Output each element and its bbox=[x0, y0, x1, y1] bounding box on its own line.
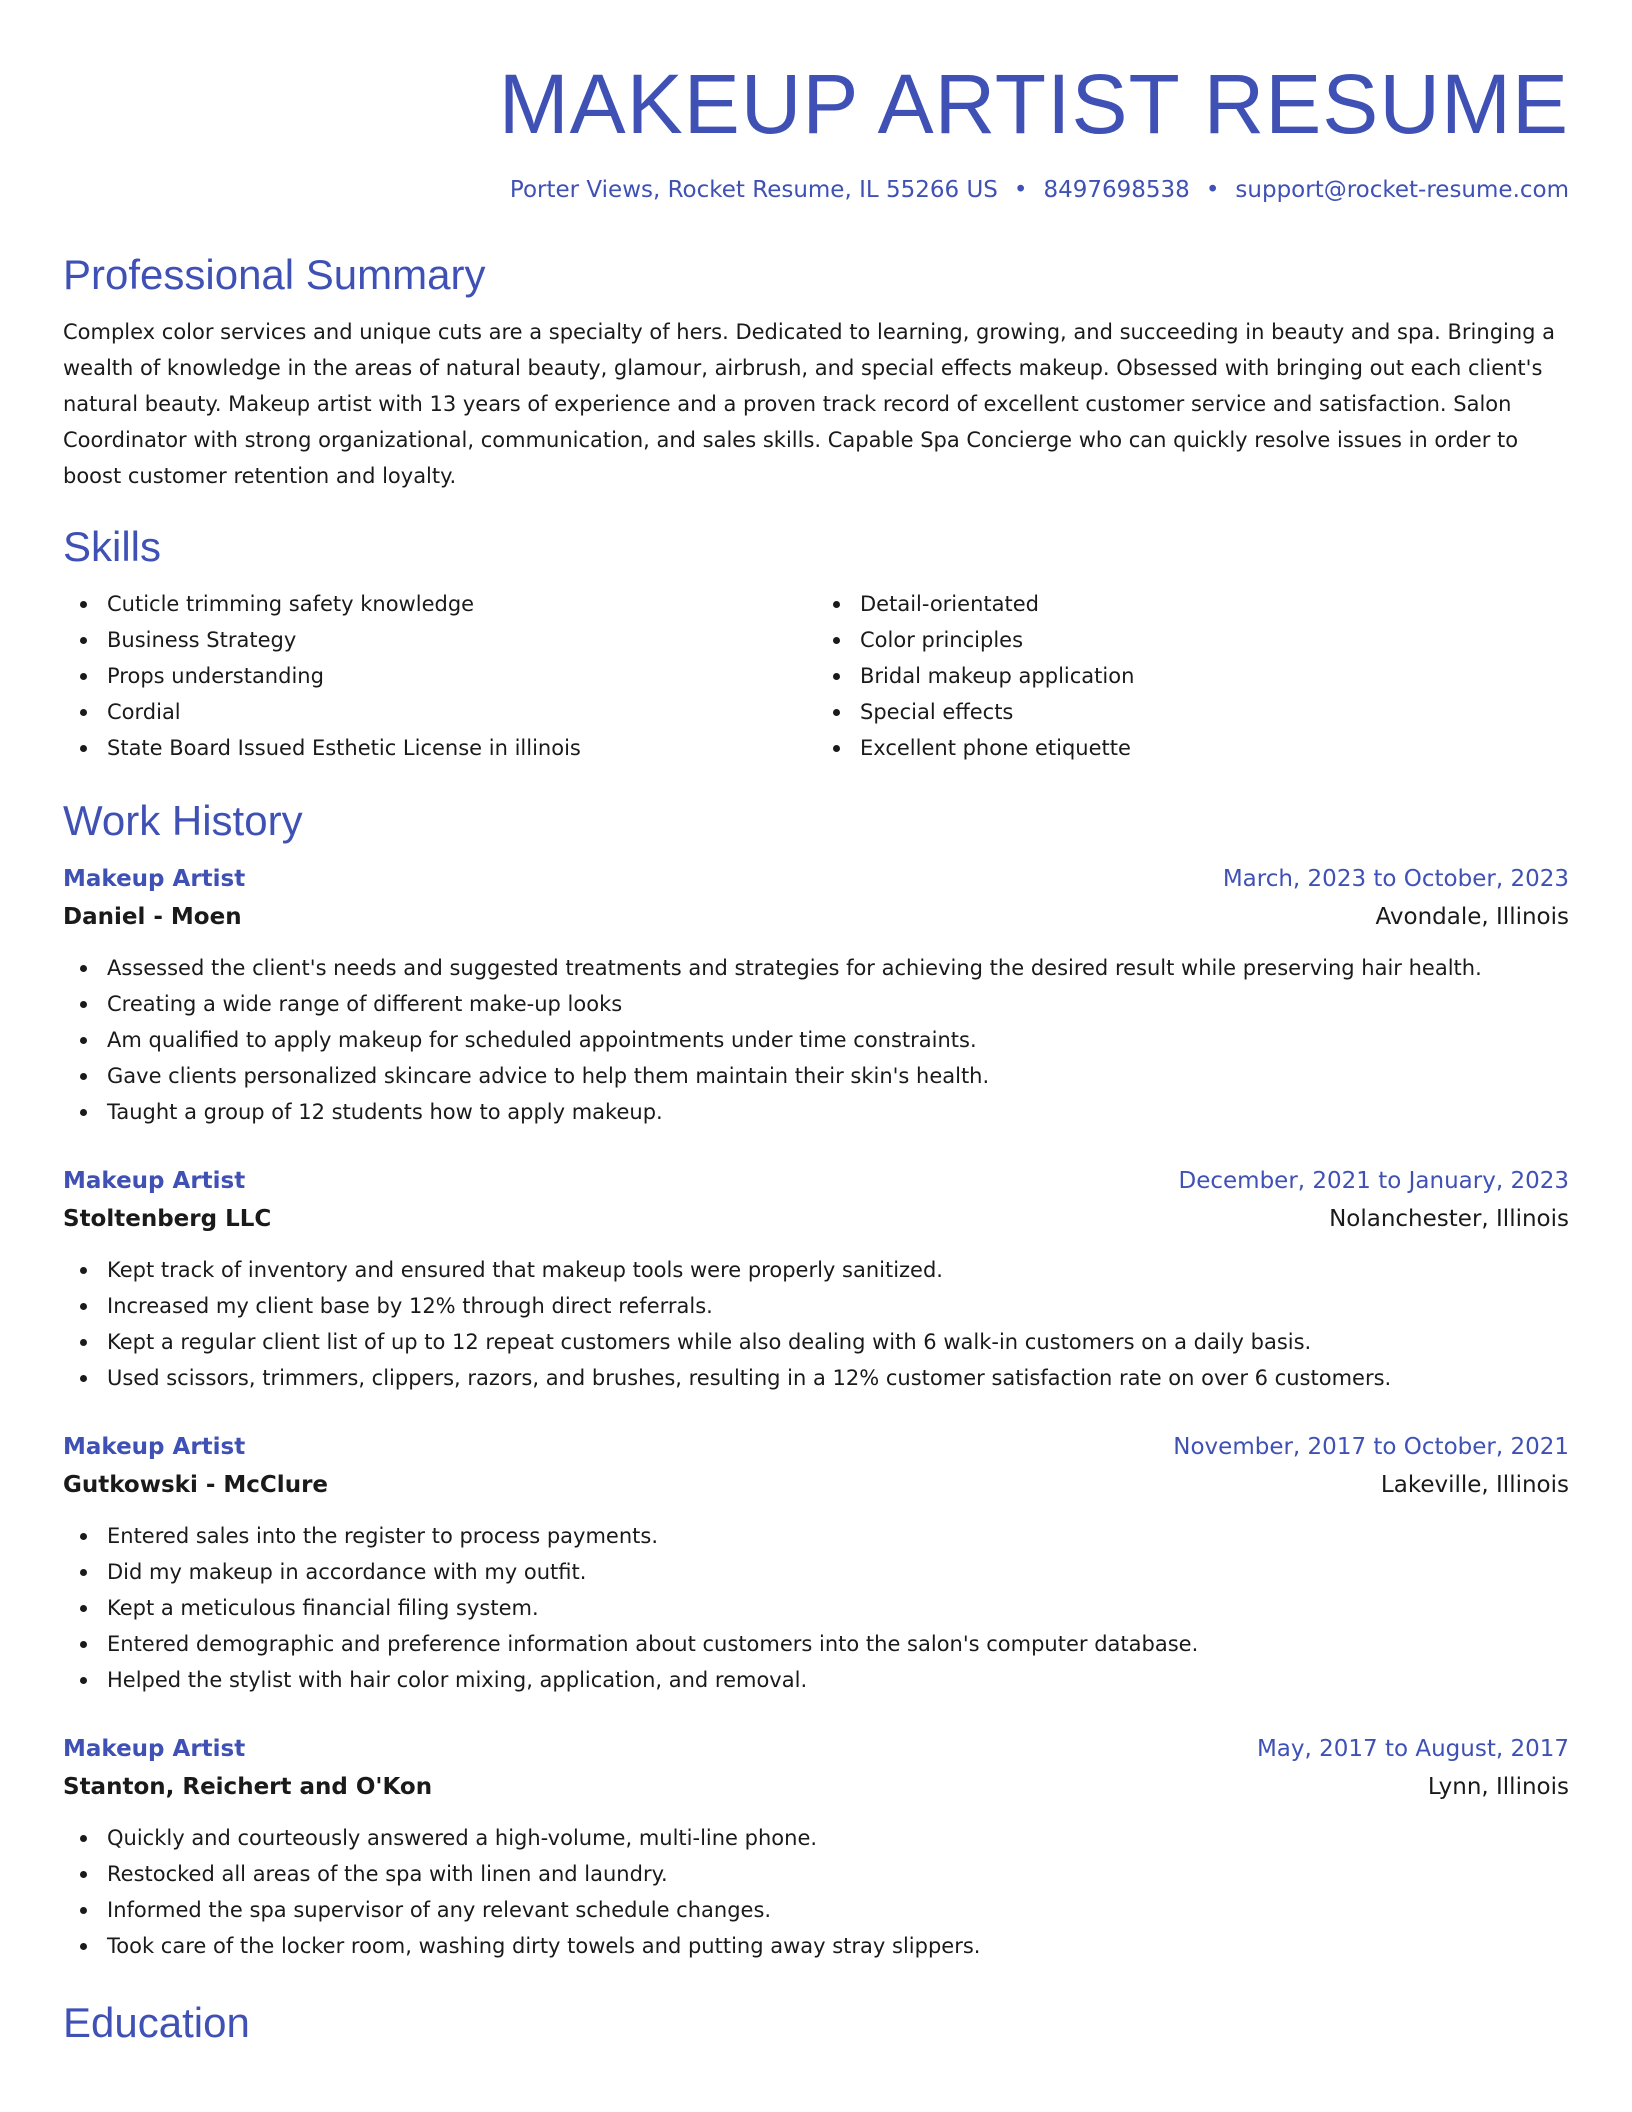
contact-line bbox=[63, 172, 1569, 208]
job-company: Daniel - Moen bbox=[63, 904, 242, 930]
job-header bbox=[63, 1162, 1569, 1200]
contact-separator: • bbox=[1205, 177, 1220, 203]
duty-item: Creating a wide range of different make-up looks bbox=[63, 986, 1569, 1022]
job-location: Lakeville, Illinois bbox=[1380, 1472, 1569, 1498]
skill-item: Detail-orientated bbox=[816, 586, 1569, 622]
skill-item: Business Strategy bbox=[63, 622, 816, 658]
job-entry bbox=[63, 1730, 1569, 1964]
duty-item: Kept a regular client list of up to 12 repeat customers while also dealing with 6 walk-in customers on a daily basis. bbox=[63, 1324, 1569, 1360]
job-subheader bbox=[63, 1768, 1569, 1806]
summary-heading: Professional Summary bbox=[63, 251, 486, 298]
job-subheader bbox=[63, 898, 1569, 936]
skills-heading: Skills bbox=[63, 523, 162, 570]
duty-item: Increased my client base by 12% through direct referrals. bbox=[63, 1288, 1569, 1324]
job-company: Stanton, Reichert and O'Kon bbox=[63, 1774, 433, 1800]
job-title: Makeup Artist bbox=[63, 1168, 246, 1194]
duty-item: Used scissors, trimmers, clippers, razors, and brushes, resulting in a 12% customer satisfaction rate on over 6 customers. bbox=[63, 1360, 1569, 1396]
job-header bbox=[63, 1730, 1569, 1768]
job-company: Stoltenberg LLC bbox=[63, 1206, 272, 1232]
skill-item: Color principles bbox=[816, 622, 1569, 658]
skills-column-right bbox=[816, 586, 1569, 766]
job-header bbox=[63, 860, 1569, 898]
resume-page bbox=[0, 52, 1632, 2112]
duty-item: Am qualified to apply makeup for scheduled appointments under time constraints. bbox=[63, 1022, 1569, 1058]
job-entry bbox=[63, 1428, 1569, 1698]
skill-item: Cuticle trimming safety knowledge bbox=[63, 586, 816, 622]
duty-item: Quickly and courteously answered a high-volume, multi-line phone. bbox=[63, 1820, 1569, 1856]
work-history-heading: Work History bbox=[63, 797, 303, 844]
job-dates: May, 2017 to August, 2017 bbox=[1256, 1736, 1569, 1762]
duty-item: Entered demographic and preference information about customers into the salon's computer database. bbox=[63, 1626, 1569, 1662]
job-title: Makeup Artist bbox=[63, 1434, 246, 1460]
skills-list bbox=[63, 586, 1569, 766]
duty-item: Informed the spa supervisor of any relevant schedule changes. bbox=[63, 1892, 1569, 1928]
job-dates: November, 2017 to October, 2021 bbox=[1173, 1434, 1569, 1460]
contact-email: support@rocket-resume.com bbox=[1235, 177, 1569, 203]
skills-column-left bbox=[63, 586, 816, 766]
job-subheader bbox=[63, 1200, 1569, 1238]
job-location: Nolanchester, Illinois bbox=[1329, 1206, 1569, 1232]
duty-item: Kept a meticulous financial filing system. bbox=[63, 1590, 1569, 1626]
skill-item: Special effects bbox=[816, 694, 1569, 730]
duty-item: Assessed the client's needs and suggested treatments and strategies for achieving the desired result while preserving hair health. bbox=[63, 950, 1569, 986]
job-subheader bbox=[63, 1466, 1569, 1504]
skill-item: Props understanding bbox=[63, 658, 816, 694]
education-heading: Education bbox=[63, 1999, 250, 2046]
job-dates: December, 2021 to January, 2023 bbox=[1178, 1168, 1569, 1194]
contact-separator: • bbox=[1013, 177, 1028, 203]
job-duties bbox=[63, 1252, 1569, 1396]
contact-address: Porter Views, Rocket Resume, IL 55266 US bbox=[509, 177, 998, 203]
contact-phone: 8497698538 bbox=[1043, 177, 1190, 203]
job-title: Makeup Artist bbox=[63, 1736, 246, 1762]
skill-item: State Board Issued Esthetic License in illinois bbox=[63, 730, 816, 766]
summary-text: Complex color services and unique cuts are a specialty of hers. Dedicated to learning, growing, and succeeding in beauty and spa. Bringing a wealth of knowledge in the areas of natural beauty, glamour, airbrush, and special effects makeup. Obsessed with bringing out each client's natural beauty. Makeup artist with 13 years of experience and a proven track record of excellent customer service and satisfaction. Salon Coordinator with strong organizational, communication, and sales skills. Capable Spa Concierge who can quickly resolve issues in order to boost customer retention and loyalty. bbox=[63, 320, 1556, 488]
job-entry bbox=[63, 1162, 1569, 1396]
job-title: Makeup Artist bbox=[63, 866, 246, 892]
job-header bbox=[63, 1428, 1569, 1466]
duty-item: Gave clients personalized skincare advice to help them maintain their skin's health. bbox=[63, 1058, 1569, 1094]
job-entry bbox=[63, 860, 1569, 1130]
duty-item: Kept track of inventory and ensured that makeup tools were properly sanitized. bbox=[63, 1252, 1569, 1288]
duty-item: Did my makeup in accordance with my outfit. bbox=[63, 1554, 1569, 1590]
job-duties bbox=[63, 950, 1569, 1130]
duty-item: Restocked all areas of the spa with linen and laundry. bbox=[63, 1856, 1569, 1892]
job-location: Lynn, Illinois bbox=[1427, 1774, 1569, 1800]
duty-item: Took care of the locker room, washing dirty towels and putting away stray slippers. bbox=[63, 1928, 1569, 1964]
skill-item: Bridal makeup application bbox=[816, 658, 1569, 694]
job-dates: March, 2023 to October, 2023 bbox=[1222, 866, 1569, 892]
job-duties bbox=[63, 1518, 1569, 1698]
job-company: Gutkowski - McClure bbox=[63, 1472, 329, 1498]
job-location: Avondale, Illinois bbox=[1375, 904, 1569, 930]
duty-item: Entered sales into the register to process payments. bbox=[63, 1518, 1569, 1554]
resume-title: MAKEUP ARTIST RESUME bbox=[498, 57, 1569, 151]
duty-item: Helped the stylist with hair color mixing, application, and removal. bbox=[63, 1662, 1569, 1698]
job-duties bbox=[63, 1820, 1569, 1964]
duty-item: Taught a group of 12 students how to apply makeup. bbox=[63, 1094, 1569, 1130]
skill-item: Cordial bbox=[63, 694, 816, 730]
skill-item: Excellent phone etiquette bbox=[816, 730, 1569, 766]
